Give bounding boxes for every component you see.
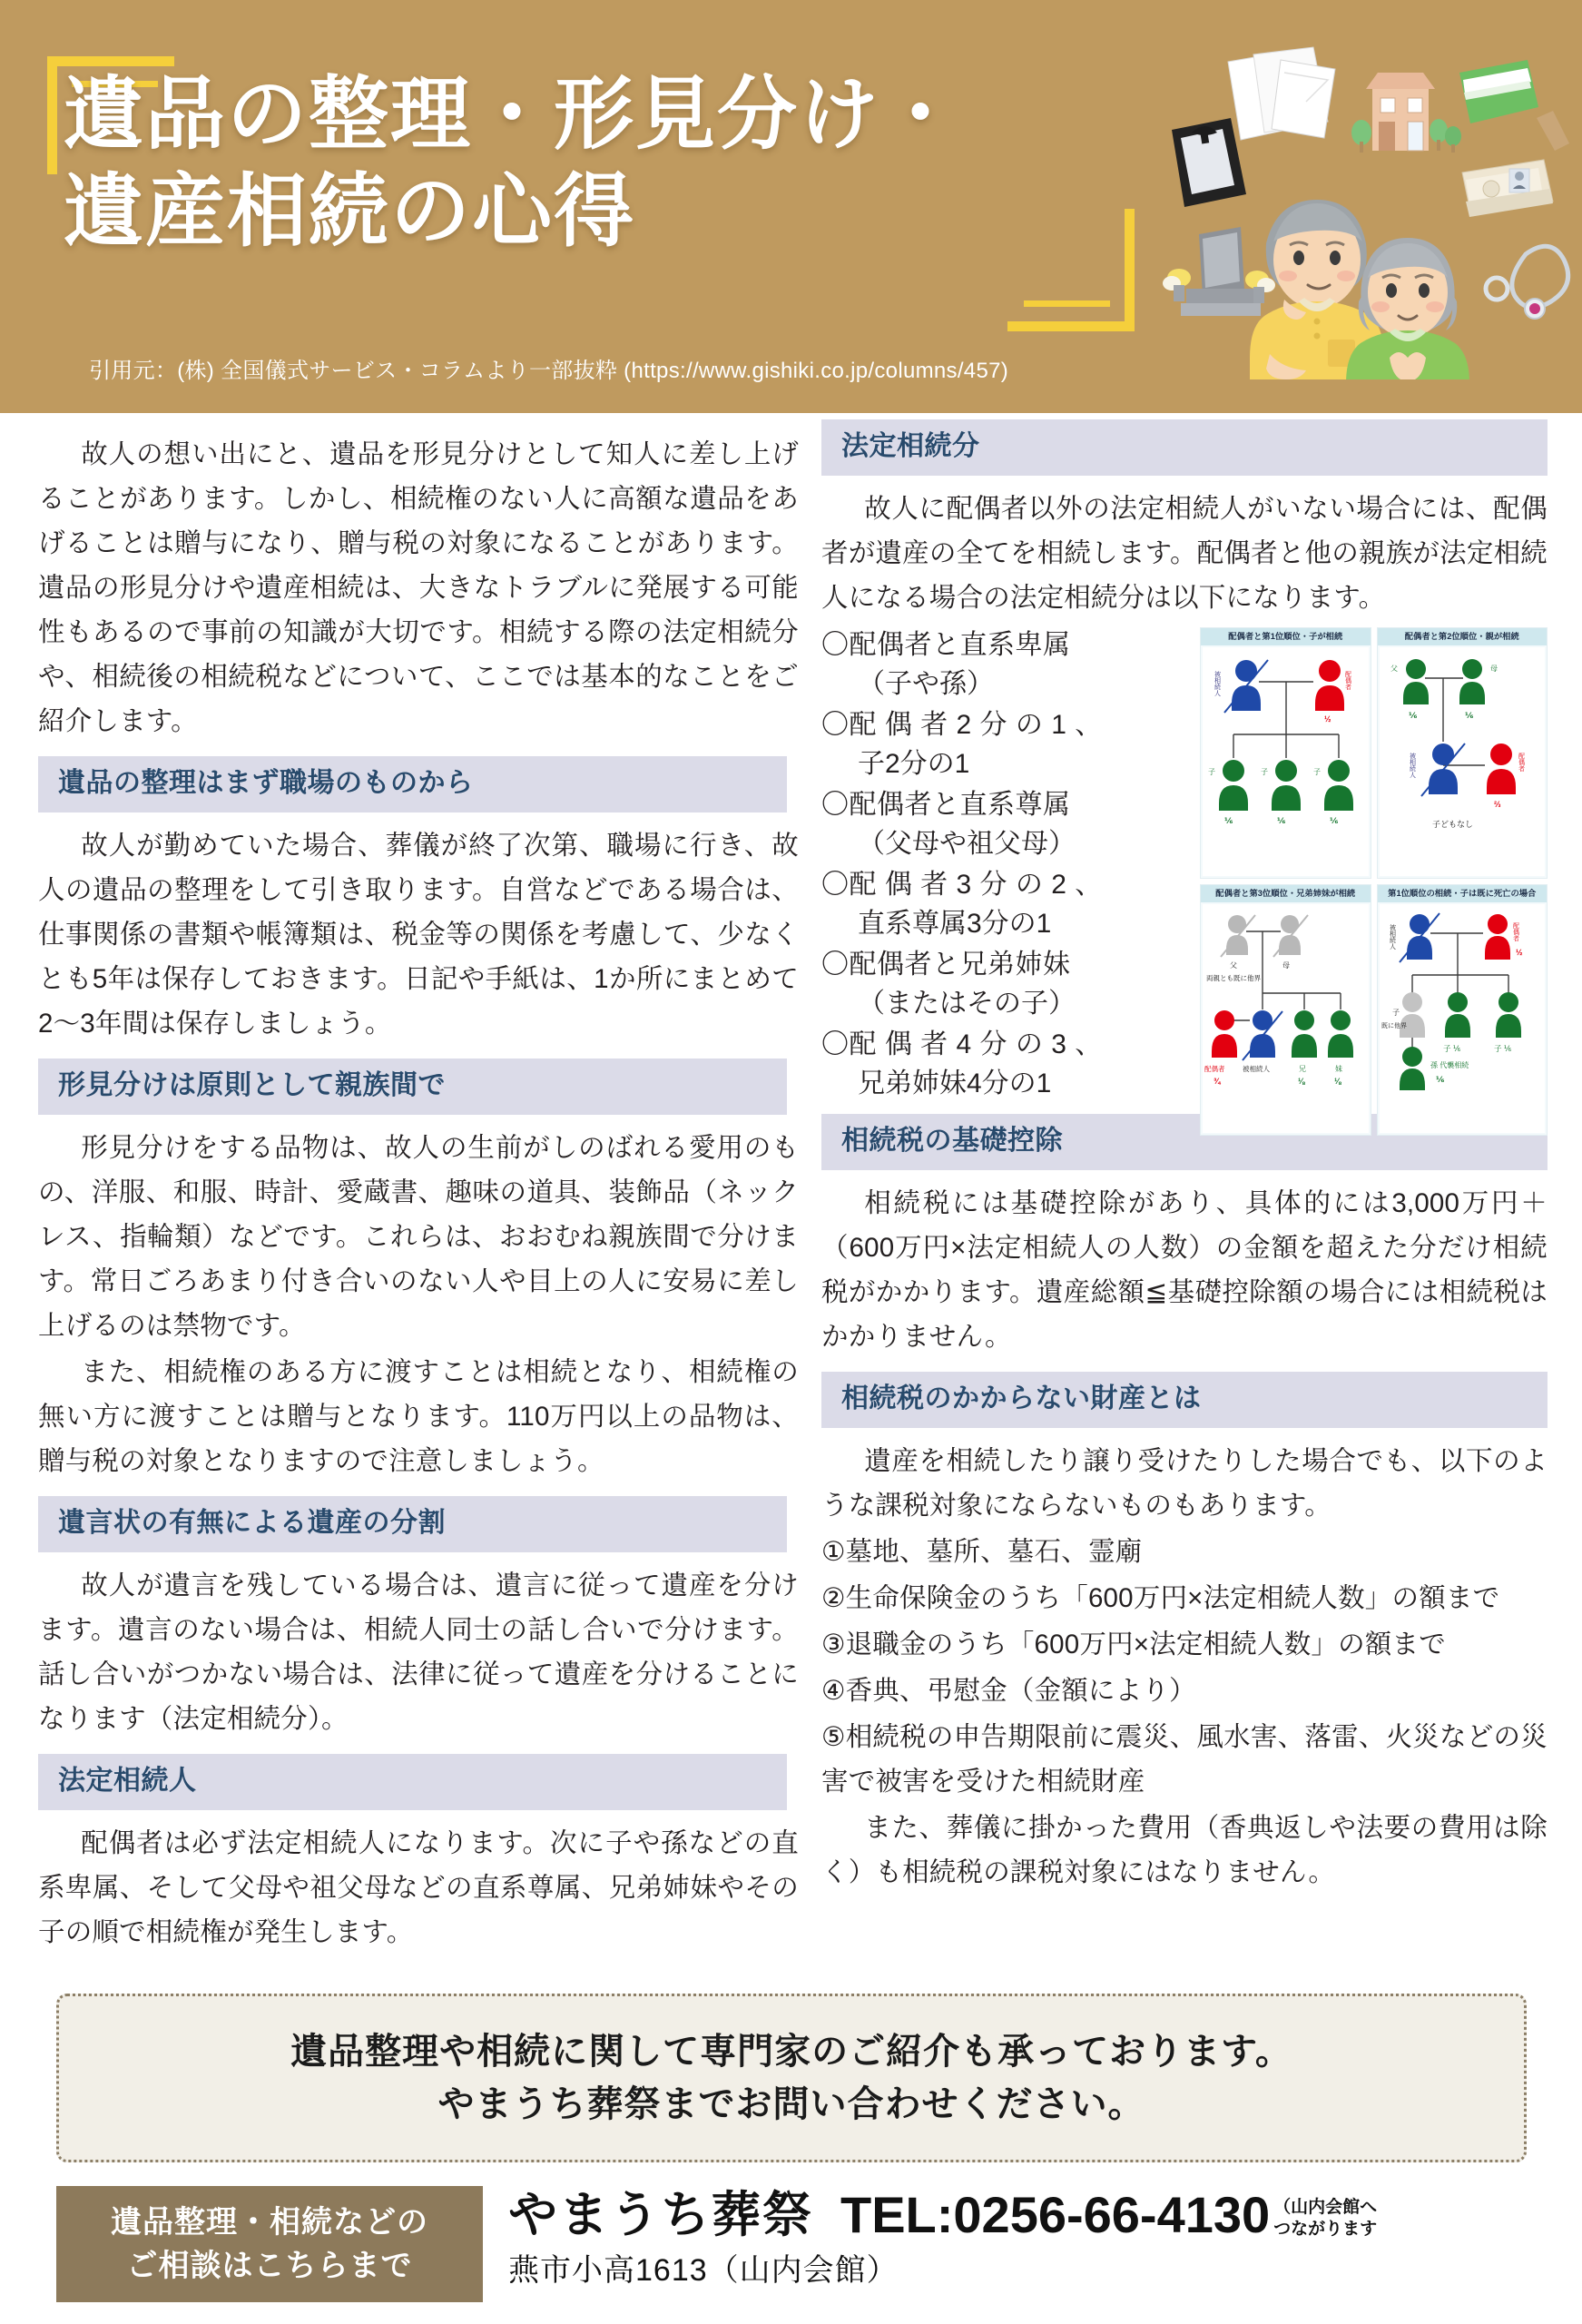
person-spouse bbox=[1315, 660, 1344, 711]
label-father: 父 bbox=[1230, 961, 1237, 970]
section-body-statutory-share: 故人に配偶者以外の法定相続人がいない場合には、配偶者が遺産の全てを相続します。配偶者と他の親族が法定相続人になる場合の法定相続分は以下になります。 bbox=[821, 494, 1548, 613]
share-spouse: ½ bbox=[1515, 948, 1523, 957]
share-line-2: （子や孫） bbox=[858, 669, 994, 699]
diagram-canvas bbox=[1203, 904, 1369, 1133]
section-body-keepsake-2: また、相続権のある方に渡すことは相続となり、相続権の無い方に渡すことは贈与となります。110万円以上の品物は、贈与税の対象となりますので注意しましょう。 bbox=[38, 1357, 799, 1476]
section-heading-basic-deduction: 相続税の基礎控除 bbox=[821, 1114, 1548, 1170]
bankbook-icon bbox=[1459, 60, 1569, 151]
person-spouse bbox=[1212, 1010, 1237, 1058]
contact-badge-line2: ご相談はこちらまで bbox=[126, 2249, 413, 2283]
nontaxable-item-3: ③退職金のうち「600万円×法定相続人数」の額まで bbox=[821, 1630, 1446, 1659]
person-decedent bbox=[1243, 1010, 1282, 1060]
label-father: 父 bbox=[1390, 665, 1398, 673]
label-decedent: 被相続人 bbox=[1214, 671, 1221, 696]
share-grandchild: ⅙ bbox=[1435, 1075, 1444, 1084]
gravestone-icon bbox=[1163, 227, 1275, 316]
company-address: 燕市小高1613（山内会館） bbox=[508, 2253, 899, 2288]
share-line-2: 子2分の1 bbox=[858, 749, 970, 779]
list-item bbox=[821, 625, 1192, 704]
page-title-line2: 遺産相続の心得 bbox=[64, 166, 636, 256]
diagram-title: 配偶者と第1位順位・子が相続 bbox=[1201, 628, 1371, 645]
documents-icon bbox=[1228, 47, 1335, 140]
label-mother: 母 bbox=[1489, 665, 1498, 673]
label-decedent: 被相続人 bbox=[1389, 924, 1395, 950]
label-spouse: 配偶者 bbox=[1204, 1065, 1225, 1073]
section-heading-statutory-share: 法定相続分 bbox=[821, 419, 1548, 476]
diagram-note: 既に他界 bbox=[1381, 1023, 1407, 1029]
label-spouse: 配偶者 bbox=[1518, 753, 1524, 772]
diagram-canvas bbox=[1380, 647, 1546, 876]
section-body-legal-heirs: 配偶者は必ず法定相続人になります。次に子や孫などの直系卑属、そして父母や祖父母などの直系尊属、兄弟姉妹やその子の順で相続権が発生します。 bbox=[38, 1828, 799, 1947]
diagram-note: 両親とも既に他界 bbox=[1206, 974, 1261, 982]
telephone-note-line2: つながります bbox=[1273, 2220, 1378, 2239]
label-grandchild: 孫 代襲相続 bbox=[1430, 1061, 1469, 1069]
person-brother bbox=[1292, 1010, 1317, 1058]
diagram-spouse-and-parents bbox=[1377, 627, 1548, 879]
share-child: ⅙ bbox=[1277, 816, 1286, 825]
label-child: 子 bbox=[1261, 768, 1268, 776]
share-line-1: 〇配偶者と兄弟姉妹 bbox=[821, 950, 1071, 980]
house-icon bbox=[1351, 73, 1461, 153]
section-heading-nontaxable: 相続税のかからない財産とは bbox=[821, 1372, 1548, 1428]
person-sister bbox=[1328, 1010, 1353, 1058]
person-mother-deceased bbox=[1273, 915, 1308, 957]
list-item bbox=[821, 945, 1192, 1023]
share-line-2: （またはその子） bbox=[858, 989, 1076, 1019]
label-child-share: 子 ⅙ bbox=[1442, 1044, 1460, 1053]
person-father-deceased bbox=[1221, 915, 1255, 957]
person-child-3 bbox=[1324, 760, 1353, 811]
page-title bbox=[64, 65, 1071, 260]
person-mother bbox=[1459, 659, 1485, 704]
share-line-1: 〇配 偶 者 4 分 の 3 、 bbox=[821, 1029, 1103, 1059]
telephone-number[interactable]: TEL:0256-66-4130 bbox=[840, 2186, 1271, 2243]
list-item bbox=[821, 1025, 1192, 1103]
label-spouse: 配偶者 bbox=[1344, 671, 1351, 690]
diagram-title: 第1位順位の相続・子は既に死亡の場合 bbox=[1378, 885, 1548, 902]
page-header bbox=[0, 0, 1582, 413]
share-line-1: 〇配 偶 者 3 分 の 2 、 bbox=[821, 870, 1103, 900]
section-body-basic-deduction: 相続税には基礎控除があり、具体的には3,000万円＋（600万円×法定相続人の人数）の金額を超えた分だけ相続税がかかります。遺産総額≦基礎控除額の場合には相続税はかかりません。 bbox=[821, 1188, 1548, 1352]
share-child: ⅙ bbox=[1224, 816, 1233, 825]
necklace-icon bbox=[1486, 246, 1568, 319]
nontaxable-item-2: ②生命保険金のうち「600万円×法定相続人数」の額まで bbox=[821, 1583, 1500, 1613]
label-child: 子 bbox=[1208, 768, 1215, 776]
list-item bbox=[821, 865, 1192, 943]
share-spouse: ⅔ bbox=[1493, 800, 1501, 809]
company-name: やまうち葬祭 bbox=[508, 2188, 813, 2242]
diagram-note: 子どもなし bbox=[1431, 820, 1473, 829]
share-sister: ⅛ bbox=[1334, 1077, 1341, 1086]
label-child-share: 子 ⅙ bbox=[1493, 1044, 1511, 1053]
person-father bbox=[1403, 659, 1429, 704]
right-column bbox=[821, 419, 1548, 1895]
statutory-share-list bbox=[821, 625, 1192, 1103]
person-child-1 bbox=[1219, 760, 1248, 811]
label-child: 子 bbox=[1313, 768, 1321, 776]
section-heading-legal-heirs: 法定相続人 bbox=[38, 1754, 787, 1810]
statutory-share-block bbox=[821, 625, 1548, 1103]
inheritance-diagram-grid bbox=[1200, 627, 1548, 1136]
list-item bbox=[821, 785, 1192, 863]
section-heading-workplace: 遺品の整理はまず職場のものから bbox=[38, 756, 787, 812]
label-sister: 妹 bbox=[1335, 1065, 1342, 1073]
contact-row bbox=[508, 2182, 1377, 2248]
section-heading-will: 遺言状の有無による遺産の分割 bbox=[38, 1496, 787, 1552]
telephone-note bbox=[1273, 2197, 1377, 2248]
diagram-spouse-and-children bbox=[1200, 627, 1371, 879]
person-spouse bbox=[1485, 914, 1510, 960]
person-child-1 bbox=[1445, 992, 1470, 1038]
share-father: ⅙ bbox=[1408, 711, 1417, 720]
list-item bbox=[821, 705, 1192, 783]
diagram-grandchild-substitution bbox=[1377, 884, 1548, 1136]
page-footer bbox=[56, 2186, 1527, 2304]
contact-details bbox=[508, 2182, 1377, 2291]
intro-paragraph: 故人の想い出にと、遺品を形見分けとして知人に差し上げることがあります。しかし、相続権のない人に高額な遺品をあげることは贈与になり、贈与税の対象になることがあります。遺品の形見分けや遺産相続は、大きなトラブルに発展する可能性もあるので事前の知識が大切です。相続する際の法定相続分や、相続後の相続税などについて、ここでは基本的なことをご紹介します。 bbox=[38, 439, 799, 736]
nontaxable-item-4: ④香典、弔慰金（金額により） bbox=[821, 1676, 1196, 1706]
money-icon bbox=[1462, 160, 1553, 217]
section-heading-keepsake: 形見分けは原則として親族間で bbox=[38, 1059, 787, 1115]
share-line-2: （父母や祖父母） bbox=[858, 829, 1076, 859]
diagram-canvas bbox=[1380, 904, 1546, 1133]
left-column bbox=[38, 419, 799, 1955]
person-child-deceased bbox=[1400, 992, 1425, 1038]
header-illustration bbox=[1146, 16, 1582, 379]
nontaxable-closing: また、葬儀に掛かった費用（香典返しや法要の費用は除く）も相続税の課税対象にはなりません。 bbox=[821, 1813, 1548, 1887]
share-line-1: 〇配 偶 者 2 分 の 1 、 bbox=[821, 710, 1103, 740]
label-mother: 母 bbox=[1282, 961, 1290, 970]
person-child-2 bbox=[1496, 992, 1521, 1038]
page-title-line1: 遺品の整理・形見分け・ bbox=[64, 69, 963, 159]
share-line-1: 〇配偶者と直系卑属 bbox=[821, 630, 1071, 660]
contact-badge bbox=[56, 2186, 483, 2302]
memorial-photo-icon bbox=[1172, 118, 1246, 207]
source-citation: 引用元：(株) 全国儀式サービス・コラムより一部抜粋 (https://www.gishiki.co.jp/columns/457) bbox=[89, 359, 1009, 383]
share-brother: ⅛ bbox=[1298, 1077, 1305, 1086]
person-spouse bbox=[1487, 743, 1516, 794]
share-spouse: ¾ bbox=[1214, 1077, 1221, 1086]
nontaxable-item-5: ⑤相続税の申告期限前に震災、風水害、落雷、火災などの災害で被害を受けた相続財産 bbox=[821, 1722, 1548, 1797]
person-child-2 bbox=[1272, 760, 1301, 811]
share-line-2: 兄弟姉妹4分の1 bbox=[858, 1068, 1052, 1098]
label-spouse: 配偶者 bbox=[1512, 922, 1518, 941]
person-decedent bbox=[1400, 913, 1440, 962]
share-mother: ⅙ bbox=[1464, 711, 1473, 720]
content-columns bbox=[0, 419, 1582, 1954]
diagram-title: 配偶者と第2位順位・親が相続 bbox=[1378, 628, 1548, 645]
diagram-spouse-and-siblings bbox=[1200, 884, 1371, 1136]
person-decedent bbox=[1224, 660, 1268, 713]
section-body-workplace: 故人が勤めていた場合、葬儀が終了次第、職場に行き、故人の遺品の整理をして引き取ります。自営などである場合は、仕事関係の書類や帳簿類は、税金等の関係を考慮して、少なくとも5年は保存しておきます。日記や手紙は、1か所にまとめて2〜3年間は保存しましょう。 bbox=[38, 831, 799, 1039]
telephone-note-line1: （山内会館へ bbox=[1273, 2198, 1378, 2217]
label-decedent: 被相続人 bbox=[1243, 1065, 1270, 1073]
cta-box bbox=[56, 1994, 1527, 2162]
label-child: 子 bbox=[1391, 1009, 1400, 1017]
share-spouse: ½ bbox=[1324, 714, 1331, 724]
section-body-keepsake-1: 形見分けをする品物は、故人の生前がしのばれる愛用のもの、洋服、和服、時計、愛蔵書、趣味の道具、装飾品（ネックレス、指輪類）などです。これらは、おおむね親族間で分けます。常日ごろあまり付き合いのない人や目上の人に安易に差し上げるのは禁物です。 bbox=[38, 1133, 799, 1341]
section-body-nontaxable: 遺産を相続したり譲り受けたりした場合でも、以下のような課税対象にならないものもあります。 bbox=[821, 1446, 1548, 1521]
nontaxable-item-1: ①墓地、墓所、墓石、霊廟 bbox=[821, 1537, 1143, 1567]
share-line-1: 〇配偶者と直系尊属 bbox=[821, 790, 1071, 820]
share-child: ⅙ bbox=[1330, 816, 1339, 825]
section-body-will: 故人が遺言を残している場合は、遺言に従って遺産を分けます。遺言のない場合は、相続人同士の話し合いで分けます。話し合いがつかない場合は、法律に従って遺産を分けることになります（法定相続分）。 bbox=[38, 1571, 799, 1734]
label-brother: 兄 bbox=[1299, 1065, 1306, 1073]
person-grandchild bbox=[1400, 1047, 1425, 1090]
diagram-title: 配偶者と第3位順位・兄弟姉妹が相続 bbox=[1201, 885, 1371, 902]
person-decedent bbox=[1421, 743, 1465, 796]
cta-line-1: 遺品整理や相続に関して専門家のご紹介も承っております。 bbox=[290, 2032, 1292, 2072]
share-line-2: 直系尊属3分の1 bbox=[858, 909, 1052, 939]
label-decedent: 被相続人 bbox=[1409, 753, 1415, 778]
contact-badge-line1: 遺品整理・相続などの bbox=[111, 2205, 428, 2240]
cta-line-2: やまうち葬祭までお問い合わせください。 bbox=[437, 2084, 1145, 2124]
diagram-canvas bbox=[1203, 647, 1369, 876]
